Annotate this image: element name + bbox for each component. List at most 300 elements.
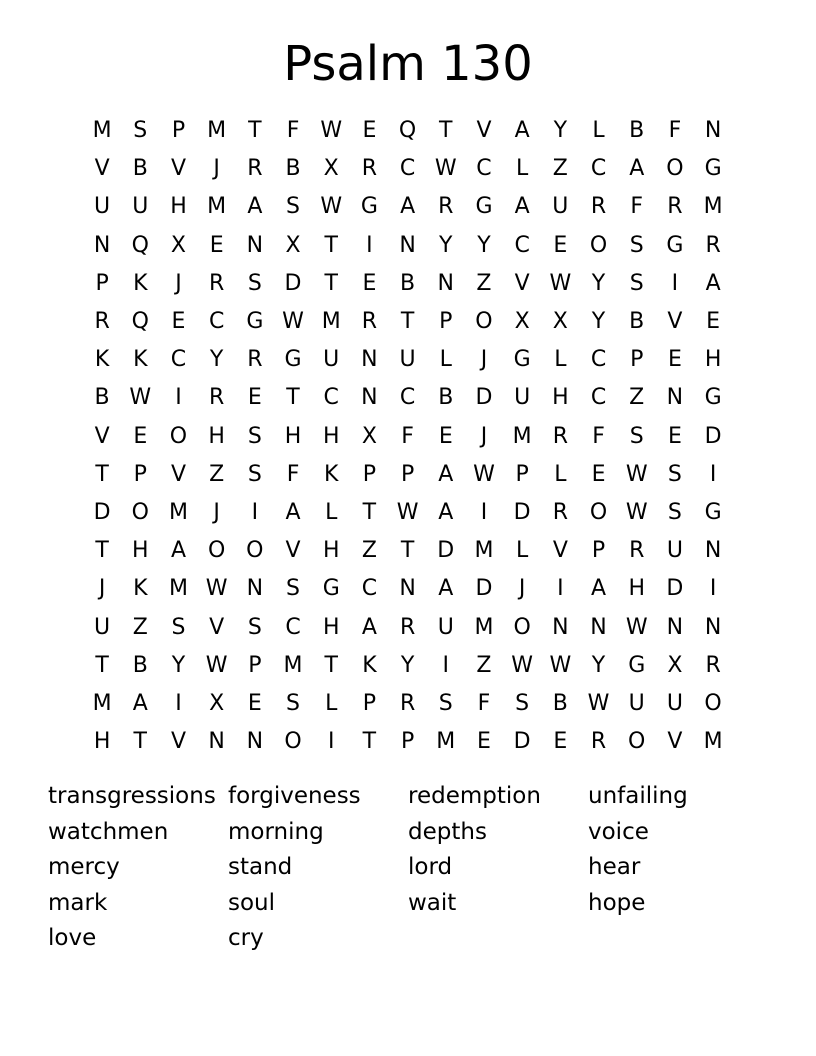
grid-letter: S (171, 614, 186, 640)
grid-letter: S (667, 499, 682, 525)
grid-letter: V (170, 461, 186, 487)
grid-letter: R (438, 194, 454, 220)
grid-letter: O (704, 690, 722, 716)
grid-letter: G (360, 194, 378, 220)
grid-letter: W (625, 461, 648, 487)
grid-letter: X (514, 309, 530, 335)
grid-letter: I (671, 270, 679, 296)
grid-letter: V (285, 538, 301, 564)
grid-letter: M (512, 423, 532, 449)
grid-letter: W (396, 499, 419, 525)
grid-letter: M (168, 576, 188, 602)
grid-letter: G (513, 347, 531, 373)
grid-letter: Q (131, 232, 149, 258)
grid-letter: T (439, 118, 453, 144)
word-list-item: mercy (48, 854, 120, 881)
grid-letter: G (284, 347, 302, 373)
grid-letter: C (323, 385, 339, 411)
grid-letter: C (361, 576, 378, 602)
grid-letter: N (704, 118, 722, 144)
grid-letter: B (132, 156, 148, 182)
grid-letter: T (133, 729, 147, 755)
grid-letter: I (709, 461, 717, 487)
grid-letter: P (248, 652, 262, 678)
grid-letter: E (362, 118, 377, 144)
grid-letter: E (171, 309, 186, 335)
grid-letter: B (94, 385, 110, 411)
grid-letter: F (592, 423, 605, 449)
grid-letter: X (170, 232, 186, 258)
grid-letter: Q (131, 309, 149, 335)
grid-letter: K (133, 347, 148, 373)
grid-letter: N (666, 614, 684, 640)
grid-letter: M (436, 729, 456, 755)
grid-letter: E (553, 729, 568, 755)
grid-letter: G (704, 156, 722, 182)
grid-letter: L (439, 347, 452, 373)
word-list-item: hear (588, 854, 641, 881)
grid-letter: D (513, 499, 531, 525)
word-list-item: love (48, 925, 97, 952)
grid-letter: R (705, 652, 721, 678)
grid-letter: S (286, 690, 301, 716)
word-list-item: watchmen (48, 818, 169, 845)
letter-grid (83, 112, 732, 761)
word-list-item: redemption (408, 783, 541, 809)
grid-letter: U (323, 347, 340, 373)
grid-letter: T (324, 652, 338, 678)
grid-letter: P (133, 461, 147, 487)
grid-letter: V (476, 118, 492, 144)
grid-letter: S (629, 270, 644, 296)
grid-letter: P (362, 461, 377, 487)
grid-letter: A (438, 576, 454, 602)
grid-letter: R (590, 729, 607, 755)
grid-letter: G (246, 309, 264, 335)
grid-letter: U (94, 614, 111, 640)
grid-letter: O (589, 232, 608, 258)
grid-letter: B (629, 309, 645, 335)
grid-letter: W (625, 499, 648, 525)
grid-letter: O (589, 499, 608, 525)
grid-letter: U (514, 385, 531, 411)
grid-letter: B (285, 156, 301, 182)
grid-letter: W (549, 652, 572, 678)
grid-letter: W (320, 118, 343, 144)
grid-letter: E (667, 423, 682, 449)
grid-letter: Y (591, 309, 606, 335)
grid-letter: A (170, 538, 186, 564)
grid-letter: H (132, 538, 149, 564)
grid-letter: N (437, 270, 455, 296)
grid-letter: P (400, 729, 415, 755)
grid-letter: N (246, 576, 264, 602)
grid-letter: D (284, 270, 302, 296)
grid-letter: L (325, 690, 338, 716)
grid-letter: B (132, 652, 148, 678)
grid-letter: K (324, 461, 339, 487)
grid-letter: I (175, 690, 182, 716)
word-list-item: soul (228, 889, 276, 916)
grid-letter: L (592, 118, 605, 144)
grid-letter: A (705, 270, 721, 296)
grid-letter: L (325, 499, 338, 525)
word-list-item: transgressions (48, 783, 216, 809)
grid-letter: O (284, 729, 302, 755)
grid-letter: E (591, 461, 606, 487)
grid-letter: X (552, 309, 568, 335)
grid-letter: Z (132, 614, 148, 640)
grid-letter: A (514, 194, 530, 220)
grid-letter: B (552, 690, 568, 716)
grid-letter: Z (629, 385, 645, 411)
grid-letter: Y (591, 652, 606, 678)
grid-letter: R (399, 690, 416, 716)
grid-letter: M (207, 194, 227, 220)
grid-letter: G (475, 194, 493, 220)
grid-letter: K (133, 270, 148, 296)
grid-letter: X (285, 232, 301, 258)
grid-letter: T (362, 729, 377, 755)
grid-letter: O (246, 538, 264, 564)
grid-letter: I (480, 499, 488, 525)
grid-letter: A (400, 194, 416, 220)
grid-letter: V (170, 729, 186, 755)
grid-letter: E (209, 232, 224, 258)
grid-letter: R (247, 347, 263, 373)
grid-letter: O (666, 156, 684, 182)
grid-letter: R (590, 194, 607, 220)
grid-letter: U (666, 538, 683, 564)
grid-letter: A (247, 194, 263, 220)
word-list-item: hope (588, 889, 646, 916)
grid-letter: W (473, 461, 495, 487)
grid-letter: G (322, 576, 340, 602)
grid-letter: N (361, 385, 378, 411)
grid-letter: S (515, 690, 530, 716)
grid-letter: H (322, 538, 340, 564)
grid-letter: E (706, 309, 721, 335)
grid-letter: F (668, 118, 682, 144)
grid-letter: E (362, 270, 377, 296)
grid-letter: I (251, 499, 259, 525)
word-list-item: stand (228, 854, 293, 881)
grid-letter: W (320, 194, 343, 220)
grid-letter: Z (209, 461, 225, 487)
grid-letter: A (438, 461, 454, 487)
grid-letter: R (552, 423, 568, 449)
grid-letter: C (476, 156, 492, 182)
grid-letter: A (438, 499, 454, 525)
grid-letter: E (553, 232, 568, 258)
word-list-item: mark (48, 889, 108, 916)
grid-letter: C (285, 614, 301, 640)
grid-letter: W (587, 690, 610, 716)
grid-letter: T (400, 538, 415, 564)
grid-letter: R (209, 270, 225, 296)
grid-letter: L (554, 347, 567, 373)
grid-letter: H (322, 614, 340, 640)
grid-letter: K (362, 652, 377, 678)
word-list-item: unfailing (588, 783, 688, 809)
grid-letter: T (248, 118, 262, 144)
grid-letter: F (401, 423, 414, 449)
grid-letter: M (474, 538, 494, 564)
grid-letter: D (93, 499, 111, 525)
grid-letter: X (209, 690, 225, 716)
grid-letter: T (286, 385, 300, 411)
grid-letter: N (552, 614, 569, 640)
grid-letter: M (703, 729, 723, 755)
grid-letter: X (667, 652, 683, 678)
grid-letter: A (361, 614, 377, 640)
grid-letter: S (247, 270, 262, 296)
grid-letter: M (92, 118, 112, 144)
grid-letter: O (169, 423, 188, 449)
grid-letter: N (246, 232, 264, 258)
grid-letter: C (590, 385, 607, 411)
grid-letter: E (247, 690, 262, 716)
grid-letter: P (362, 690, 377, 716)
grid-letter: J (213, 499, 220, 525)
grid-letter: N (93, 232, 111, 258)
grid-letter: H (208, 423, 225, 449)
grid-letter: M (321, 309, 341, 335)
grid-letter: T (324, 270, 338, 296)
grid-letter: O (513, 614, 531, 640)
grid-letter: I (709, 576, 717, 602)
word-list-item: wait (408, 889, 457, 916)
grid-letter: T (95, 652, 109, 678)
grid-letter: C (170, 347, 187, 373)
grid-letter: D (513, 729, 531, 755)
grid-letter: I (175, 385, 182, 411)
grid-letter: U (437, 614, 454, 640)
grid-letter: E (247, 385, 262, 411)
grid-letter: D (437, 538, 455, 564)
grid-letter: D (475, 576, 493, 602)
grid-letter: G (628, 652, 646, 678)
grid-letter: P (515, 461, 529, 487)
grid-letter: W (625, 614, 648, 640)
grid-letter: S (667, 461, 682, 487)
grid-letter: U (399, 347, 416, 373)
grid-letter: C (590, 156, 607, 182)
grid-letter: Y (553, 118, 568, 144)
grid-letter: M (474, 614, 494, 640)
grid-letter: U (666, 690, 683, 716)
grid-letter: N (590, 614, 607, 640)
word-list-item: forgiveness (228, 783, 361, 809)
grid-letter: E (438, 423, 453, 449)
grid-letter: V (170, 156, 186, 182)
grid-letter: P (95, 270, 109, 296)
grid-letter: B (629, 118, 645, 144)
grid-letter: R (247, 156, 263, 182)
grid-letter: L (516, 156, 529, 182)
grid-letter: N (704, 538, 722, 564)
word-list-item: voice (588, 818, 649, 845)
grid-letter: A (629, 156, 645, 182)
grid-letter: S (286, 194, 301, 220)
grid-letter: V (667, 729, 683, 755)
grid-letter: J (518, 576, 526, 602)
grid-letter: M (168, 499, 188, 525)
grid-letter: N (208, 729, 225, 755)
grid-letter: S (629, 423, 644, 449)
grid-letter: O (628, 729, 646, 755)
grid-letter: H (552, 385, 569, 411)
grid-letter: Z (476, 270, 492, 296)
grid-letter: W (282, 309, 304, 335)
grid-letter: A (514, 118, 530, 144)
grid-letter: Y (171, 652, 186, 678)
grid-letter: Y (591, 270, 606, 296)
grid-letter: J (480, 423, 488, 449)
grid-letter: O (131, 499, 149, 525)
grid-letter: S (133, 118, 148, 144)
grid-letter: N (704, 614, 722, 640)
grid-letter: R (399, 614, 416, 640)
grid-letter: S (247, 461, 262, 487)
grid-letter: N (399, 576, 416, 602)
grid-letter: E (667, 347, 682, 373)
grid-letter: X (361, 423, 377, 449)
grid-letter: T (400, 309, 415, 335)
grid-letter: F (286, 461, 300, 487)
word-list-item: depths (408, 818, 487, 845)
grid-letter: V (209, 614, 225, 640)
word-list (48, 779, 768, 957)
grid-letter: E (477, 729, 491, 755)
grid-letter: P (630, 347, 644, 373)
grid-letter: T (95, 461, 109, 487)
grid-letter: M (207, 118, 227, 144)
grid-letter: I (557, 576, 564, 602)
grid-letter: N (246, 729, 264, 755)
grid-letter: R (361, 156, 378, 182)
grid-letter: J (213, 156, 220, 182)
grid-letter: C (399, 385, 416, 411)
word-list-item: cry (228, 925, 264, 952)
grid-letter: U (94, 194, 111, 220)
grid-letter: O (207, 538, 226, 564)
grid-letter: T (95, 538, 109, 564)
grid-letter: U (132, 194, 149, 220)
grid-letter: H (170, 194, 187, 220)
grid-letter: P (400, 461, 415, 487)
page-title: Psalm 130 (283, 36, 533, 92)
grid-letter: A (591, 576, 607, 602)
grid-letter: K (94, 347, 110, 373)
grid-letter: J (480, 347, 488, 373)
grid-letter: R (667, 194, 683, 220)
grid-letter: H (628, 576, 645, 602)
grid-letter: F (477, 690, 491, 716)
grid-letter: P (591, 538, 606, 564)
grid-letter: C (514, 232, 530, 258)
grid-letter: U (628, 690, 645, 716)
grid-letter: H (704, 347, 722, 373)
grid-letter: V (514, 270, 530, 296)
grid-letter: V (94, 423, 110, 449)
grid-letter: V (94, 156, 110, 182)
grid-letter: Z (361, 538, 377, 564)
grid-letter: Y (477, 232, 491, 258)
grid-letter: G (704, 385, 722, 411)
grid-letter: F (286, 118, 300, 144)
grid-letter: Y (439, 232, 453, 258)
grid-letter: Y (209, 347, 224, 373)
grid-letter: U (552, 194, 569, 220)
grid-letter: S (247, 614, 262, 640)
word-list-item: morning (228, 818, 324, 845)
grid-letter: G (666, 232, 684, 258)
grid-letter: R (705, 232, 721, 258)
grid-letter: D (475, 385, 493, 411)
grid-letter: J (175, 270, 182, 296)
grid-letter: P (171, 118, 186, 144)
grid-letter: Y (400, 652, 415, 678)
grid-letter: R (361, 309, 378, 335)
grid-letter: T (324, 232, 338, 258)
grid-letter: A (285, 499, 301, 525)
grid-letter: Z (552, 156, 568, 182)
grid-letter: O (475, 309, 493, 335)
grid-letter: R (94, 309, 110, 335)
grid-letter: V (667, 309, 683, 335)
grid-letter: L (516, 538, 529, 564)
grid-letter: W (434, 156, 457, 182)
grid-letter: S (247, 423, 262, 449)
grid-letter: P (439, 309, 453, 335)
grid-letter: B (400, 270, 416, 296)
grid-letter: W (511, 652, 534, 678)
grid-letter: I (366, 232, 373, 258)
grid-letter: C (208, 309, 225, 335)
grid-letter: G (704, 499, 722, 525)
grid-letter: D (704, 423, 722, 449)
grid-letter: K (133, 576, 148, 602)
grid-letter: S (629, 232, 644, 258)
grid-letter: J (98, 576, 106, 602)
grid-letter: R (629, 538, 645, 564)
grid-letter: H (93, 729, 111, 755)
grid-letter: D (666, 576, 684, 602)
grid-letter: R (552, 499, 568, 525)
grid-letter: Q (398, 118, 417, 144)
grid-letter: W (205, 652, 228, 678)
grid-letter: A (132, 690, 148, 716)
grid-letter: N (361, 347, 378, 373)
grid-letter: I (442, 652, 450, 678)
grid-letter: T (362, 499, 377, 525)
grid-letter: C (399, 156, 416, 182)
grid-letter: M (703, 194, 723, 220)
grid-letter: L (554, 461, 567, 487)
grid-letter: B (438, 385, 454, 411)
grid-letter: F (630, 194, 644, 220)
grid-letter: I (327, 729, 335, 755)
grid-letter: Z (476, 652, 492, 678)
grid-letter: S (438, 690, 453, 716)
grid-letter: N (666, 385, 684, 411)
grid-letter: H (284, 423, 302, 449)
grid-letter: R (209, 385, 225, 411)
grid-letter: H (322, 423, 340, 449)
grid-letter: V (552, 538, 568, 564)
word-list-item: lord (408, 854, 453, 881)
